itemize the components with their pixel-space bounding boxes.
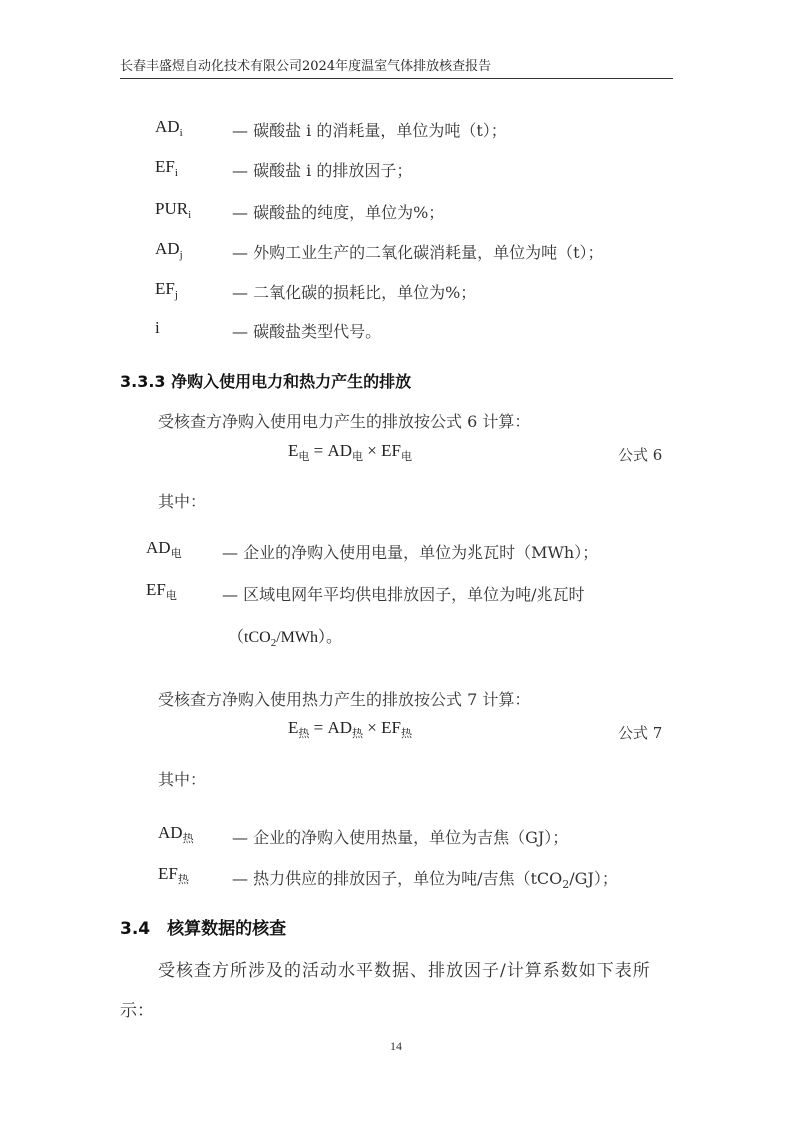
where-label: 其中： xyxy=(158,770,207,789)
formula-6-label: 公式 6 xyxy=(618,446,663,464)
def-symbol: $PUR_i$ xyxy=(155,199,192,221)
page-number: 14 xyxy=(390,1039,402,1053)
section-heading-3-4: 3.4 核算数据的核查 xyxy=(120,919,287,939)
formula-7-label: 公式 7 xyxy=(618,724,663,742)
def-description: — 区域电网年平均供电排放因子，单位为吨/兆瓦时 xyxy=(222,585,585,604)
def-description-continued: （tCO$_2$/MWh）。 xyxy=(228,629,342,649)
def-symbol: $AD_i$ xyxy=(155,117,183,139)
def-description: — 热力供应的排放因子，单位为吨/吉焦（tCO$_2$/GJ）； xyxy=(232,869,618,891)
def-description: — 二氧化碳的损耗比，单位为%； xyxy=(232,283,477,302)
def-description: — 碳酸盐 i 的消耗量，单位为吨（t）； xyxy=(232,121,507,140)
def-symbol: $EF_电$ xyxy=(146,580,177,602)
paragraph-3-4-line2: 示： xyxy=(120,1001,154,1021)
def-description: — 碳酸盐的纯度，单位为%； xyxy=(232,203,445,222)
paragraph-heat-intro: 受核查方净购入使用热力产生的排放按公式 7 计算： xyxy=(158,690,531,709)
def-description: — 外购工业生产的二氧化碳消耗量，单位为吨（t）； xyxy=(232,243,604,262)
where-label: 其中： xyxy=(158,492,207,511)
def-symbol: $EF_i$ xyxy=(155,157,178,179)
def-description: — 企业的净购入使用电量，单位为兆瓦时（MWh）； xyxy=(222,543,599,562)
header-title: 长春丰盛煜自动化技术有限公司2024年度温室气体排放核查报告 xyxy=(120,59,492,74)
def-symbol: $EF_j$ xyxy=(155,279,178,301)
paragraph-3-4-line1: 受核查方所涉及的活动水平数据、排放因子/计算系数如下表所 xyxy=(158,961,651,981)
formula-7: $E_热 = AD_热 \times EF_热$ xyxy=(288,718,412,740)
page-header xyxy=(120,56,673,79)
def-description: — 碳酸盐 i 的排放因子； xyxy=(232,161,413,180)
def-symbol: $AD_j$ xyxy=(155,239,183,261)
def-symbol: $AD_电$ xyxy=(146,538,182,560)
formula-6: $E_电 = AD_电 \times EF_电$ xyxy=(288,441,412,463)
def-symbol: $AD_热$ xyxy=(158,823,194,845)
section-heading-3-3-3: 3.3.3 净购入使用电力和热力产生的排放 xyxy=(120,372,412,391)
paragraph-electricity-intro: 受核查方净购入使用电力产生的排放按公式 6 计算： xyxy=(158,412,531,431)
def-description: — 碳酸盐类型代号。 xyxy=(232,322,382,341)
def-symbol: $EF_热$ xyxy=(158,864,189,886)
def-description: — 企业的净购入使用热量，单位为吉焦（GJ）； xyxy=(232,828,569,847)
def-symbol: i xyxy=(155,318,160,337)
